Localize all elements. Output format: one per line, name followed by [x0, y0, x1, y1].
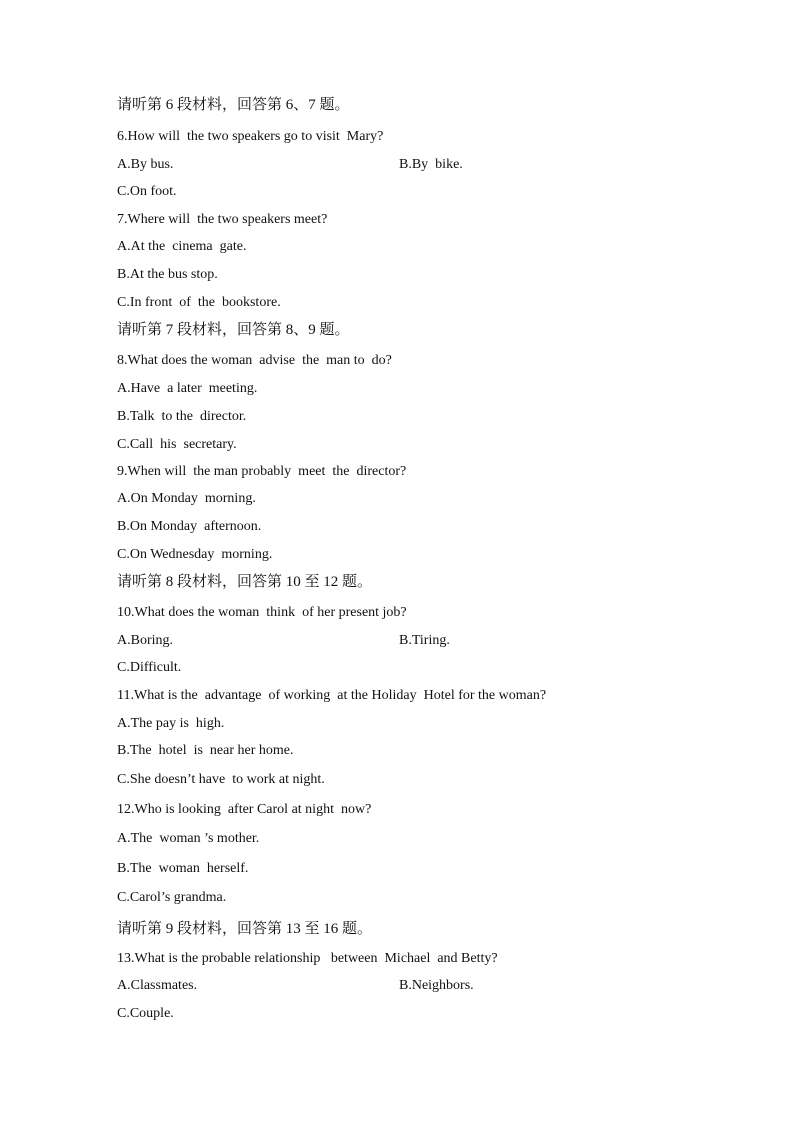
- answer-option: C.In front of the bookstore.: [117, 295, 281, 310]
- question-text: 9.When will the man probably meet the director?: [117, 464, 407, 479]
- question-text: 6.How will the two speakers go to visit Mary?: [117, 129, 384, 144]
- answer-option: B.Tiring.: [399, 633, 450, 648]
- answer-option: B.On Monday afternoon.: [117, 519, 262, 534]
- question-text: 11.What is the advantage of working at the Holiday Hotel for the woman?: [117, 688, 547, 703]
- answer-option: A.On Monday morning.: [117, 491, 256, 506]
- answer-option: C.On Wednesday morning.: [117, 547, 273, 562]
- question-text: 7.Where will the two speakers meet?: [117, 212, 328, 227]
- answer-option: C.Couple.: [117, 1006, 174, 1021]
- answer-option: C.On foot.: [117, 184, 177, 199]
- answer-option: C.Carol’s grandma.: [117, 890, 227, 905]
- section-heading: 请听第 8 段材料，回答第 10 至 12 题。: [117, 574, 373, 590]
- answer-option: A.Boring.: [117, 633, 173, 648]
- answer-option: B.At the bus stop.: [117, 267, 218, 282]
- question-text: 13.What is the probable relationship between Michael and Betty?: [117, 951, 498, 966]
- answer-option: A.At the cinema gate.: [117, 239, 247, 254]
- answer-option: B.The hotel is near her home.: [117, 743, 294, 758]
- answer-option: A.By bus.: [117, 157, 174, 172]
- answer-option: A.The pay is high.: [117, 716, 225, 731]
- answer-option: C.Call his secretary.: [117, 437, 237, 452]
- answer-option: B.Neighbors.: [399, 978, 474, 993]
- question-text: 12.Who is looking after Carol at night now?: [117, 802, 372, 817]
- answer-option: A.Classmates.: [117, 978, 198, 993]
- answer-option: C.Difficult.: [117, 660, 182, 675]
- section-heading: 请听第 7 段材料，回答第 8、9 题。: [117, 322, 350, 338]
- answer-option: A.The woman ’s mother.: [117, 831, 260, 846]
- question-text: 10.What does the woman think of her present job?: [117, 605, 407, 620]
- answer-option: B.By bike.: [399, 157, 463, 172]
- question-text: 8.What does the woman advise the man to do?: [117, 353, 392, 368]
- answer-option: C.She doesn’t have to work at night.: [117, 772, 325, 787]
- answer-option: B.Talk to the director.: [117, 409, 247, 424]
- section-heading: 请听第 9 段材料，回答第 13 至 16 题。: [117, 921, 373, 937]
- answer-option: A.Have a later meeting.: [117, 381, 258, 396]
- answer-option: B.The woman herself.: [117, 861, 249, 876]
- section-heading: 请听第 6 段材料，回答第 6、7 题。: [117, 97, 350, 113]
